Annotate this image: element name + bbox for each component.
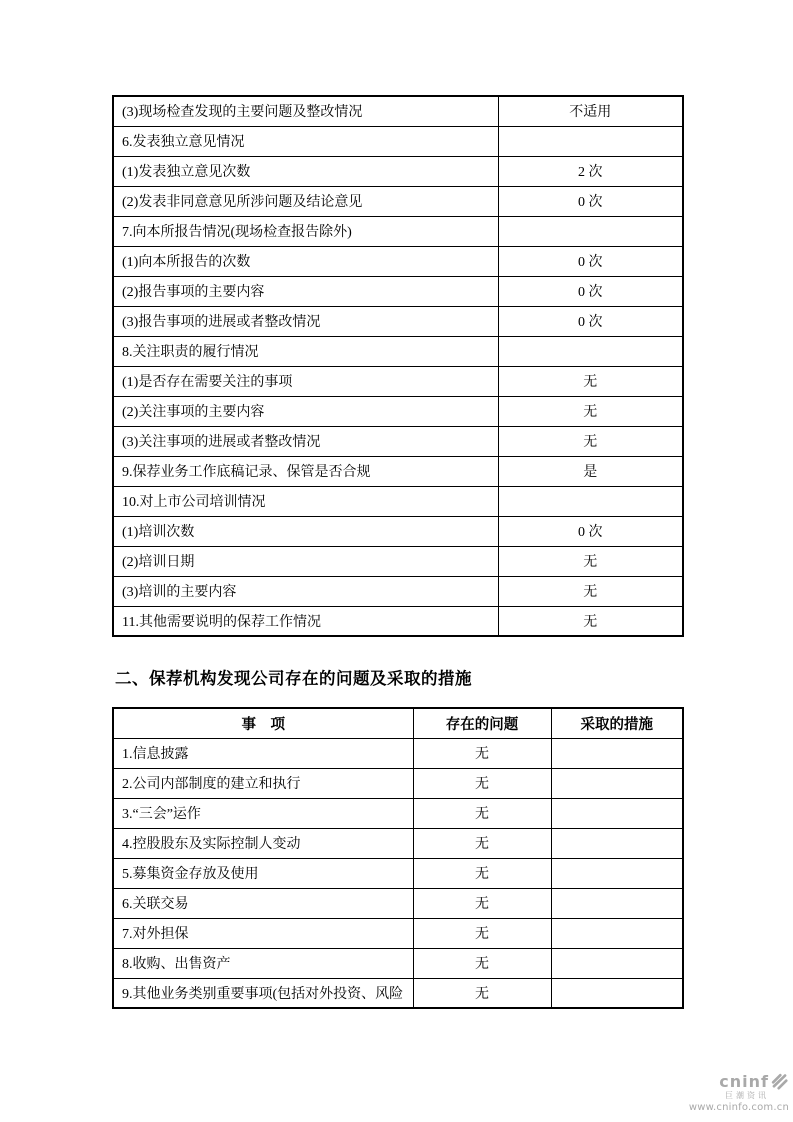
item-label: (2)关注事项的主要内容 — [113, 396, 498, 426]
item-value: 不适用 — [498, 96, 683, 126]
measure-value — [551, 918, 683, 948]
problem-value: 无 — [413, 798, 551, 828]
problem-value: 无 — [413, 768, 551, 798]
cninfo-url: www.cninfo.com.cn — [688, 1101, 789, 1113]
item-value: 无 — [498, 546, 683, 576]
table-row — [113, 126, 683, 156]
table-row — [113, 396, 683, 426]
item-label: 6.发表独立意见情况 — [113, 126, 498, 156]
item-value — [498, 336, 683, 366]
table-row — [113, 828, 683, 858]
item-value: 0 次 — [498, 516, 683, 546]
item-label: (2)培训日期 — [113, 546, 498, 576]
measure-value — [551, 798, 683, 828]
table-row — [113, 858, 683, 888]
item-label: 10.对上市公司培训情况 — [113, 486, 498, 516]
table-row — [113, 948, 683, 978]
item-value: 无 — [498, 576, 683, 606]
item-label: 9.其他业务类别重要事项(包括对外投资、风险 — [113, 978, 413, 1008]
problem-value: 无 — [413, 888, 551, 918]
item-value: 0 次 — [498, 276, 683, 306]
item-label: 3.“三会”运作 — [113, 798, 413, 828]
item-value: 无 — [498, 396, 683, 426]
problems-measures-table — [112, 707, 684, 1009]
item-label: 1.信息披露 — [113, 738, 413, 768]
problem-value: 无 — [413, 978, 551, 1008]
item-value: 无 — [498, 366, 683, 396]
measure-value — [551, 858, 683, 888]
item-label: (1)向本所报告的次数 — [113, 246, 498, 276]
table-row — [113, 96, 683, 126]
item-label: 7.对外担保 — [113, 918, 413, 948]
measure-value — [551, 888, 683, 918]
item-label: 6.关联交易 — [113, 888, 413, 918]
measure-value — [551, 768, 683, 798]
item-label: 8.关注职责的履行情况 — [113, 336, 498, 366]
item-value: 0 次 — [498, 246, 683, 276]
table-row — [113, 156, 683, 186]
header-measure: 采取的措施 — [551, 708, 683, 738]
item-label: 8.收购、出售资产 — [113, 948, 413, 978]
table-row — [113, 738, 683, 768]
table-row — [113, 246, 683, 276]
table-row — [113, 888, 683, 918]
problem-value: 无 — [413, 948, 551, 978]
table-row — [113, 276, 683, 306]
problem-value: 无 — [413, 738, 551, 768]
item-value: 0 次 — [498, 306, 683, 336]
item-value: 2 次 — [498, 156, 683, 186]
table-header-row — [113, 708, 683, 738]
cninfo-chinese-name: 巨潮资讯 — [725, 1091, 769, 1100]
item-label: (2)报告事项的主要内容 — [113, 276, 498, 306]
measure-value — [551, 978, 683, 1008]
problem-value: 无 — [413, 918, 551, 948]
header-problem: 存在的问题 — [413, 708, 551, 738]
table-row — [113, 576, 683, 606]
cninfo-logo — [659, 1072, 789, 1113]
table-row — [113, 798, 683, 828]
item-label: 9.保荐业务工作底稿记录、保管是否合规 — [113, 456, 498, 486]
table-row — [113, 426, 683, 456]
table-row — [113, 336, 683, 366]
table-row — [113, 456, 683, 486]
table-row — [113, 768, 683, 798]
sponsor-work-table — [112, 95, 684, 637]
item-label: (3)关注事项的进展或者整改情况 — [113, 426, 498, 456]
item-value — [498, 486, 683, 516]
table-row — [113, 186, 683, 216]
item-label: (3)现场检查发现的主要问题及整改情况 — [113, 96, 498, 126]
problem-value: 无 — [413, 858, 551, 888]
table-row — [113, 918, 683, 948]
table-row — [113, 486, 683, 516]
item-value — [498, 216, 683, 246]
item-label: (3)报告事项的进展或者整改情况 — [113, 306, 498, 336]
item-value: 无 — [498, 606, 683, 636]
item-label: (3)培训的主要内容 — [113, 576, 498, 606]
item-label: 2.公司内部制度的建立和执行 — [113, 768, 413, 798]
item-label: 7.向本所报告情况(现场检查报告除外) — [113, 216, 498, 246]
item-value: 0 次 — [498, 186, 683, 216]
table-row — [113, 516, 683, 546]
item-label: (1)是否存在需要关注的事项 — [113, 366, 498, 396]
measure-value — [551, 738, 683, 768]
cninfo-swirl-icon — [770, 1072, 789, 1091]
item-label: 11.其他需要说明的保荐工作情况 — [113, 606, 498, 636]
measure-value — [551, 948, 683, 978]
cninfo-brand-row — [659, 1072, 789, 1091]
problem-value: 无 — [413, 828, 551, 858]
cninfo-brand-text: cninf — [719, 1071, 769, 1091]
header-item: 事 项 — [113, 708, 413, 738]
table-row — [113, 546, 683, 576]
item-value: 是 — [498, 456, 683, 486]
table-row — [113, 978, 683, 1008]
item-value: 无 — [498, 426, 683, 456]
measure-value — [551, 828, 683, 858]
table-row — [113, 306, 683, 336]
item-label: (1)发表独立意见次数 — [113, 156, 498, 186]
item-label: (2)发表非同意意见所涉问题及结论意见 — [113, 186, 498, 216]
item-label: 5.募集资金存放及使用 — [113, 858, 413, 888]
table-row — [113, 606, 683, 636]
section-heading: 二、保荐机构发现公司存在的问题及采取的措施 — [115, 669, 472, 688]
item-value — [498, 126, 683, 156]
table-row — [113, 216, 683, 246]
item-label: 4.控股股东及实际控制人变动 — [113, 828, 413, 858]
item-label: (1)培训次数 — [113, 516, 498, 546]
table-row — [113, 366, 683, 396]
